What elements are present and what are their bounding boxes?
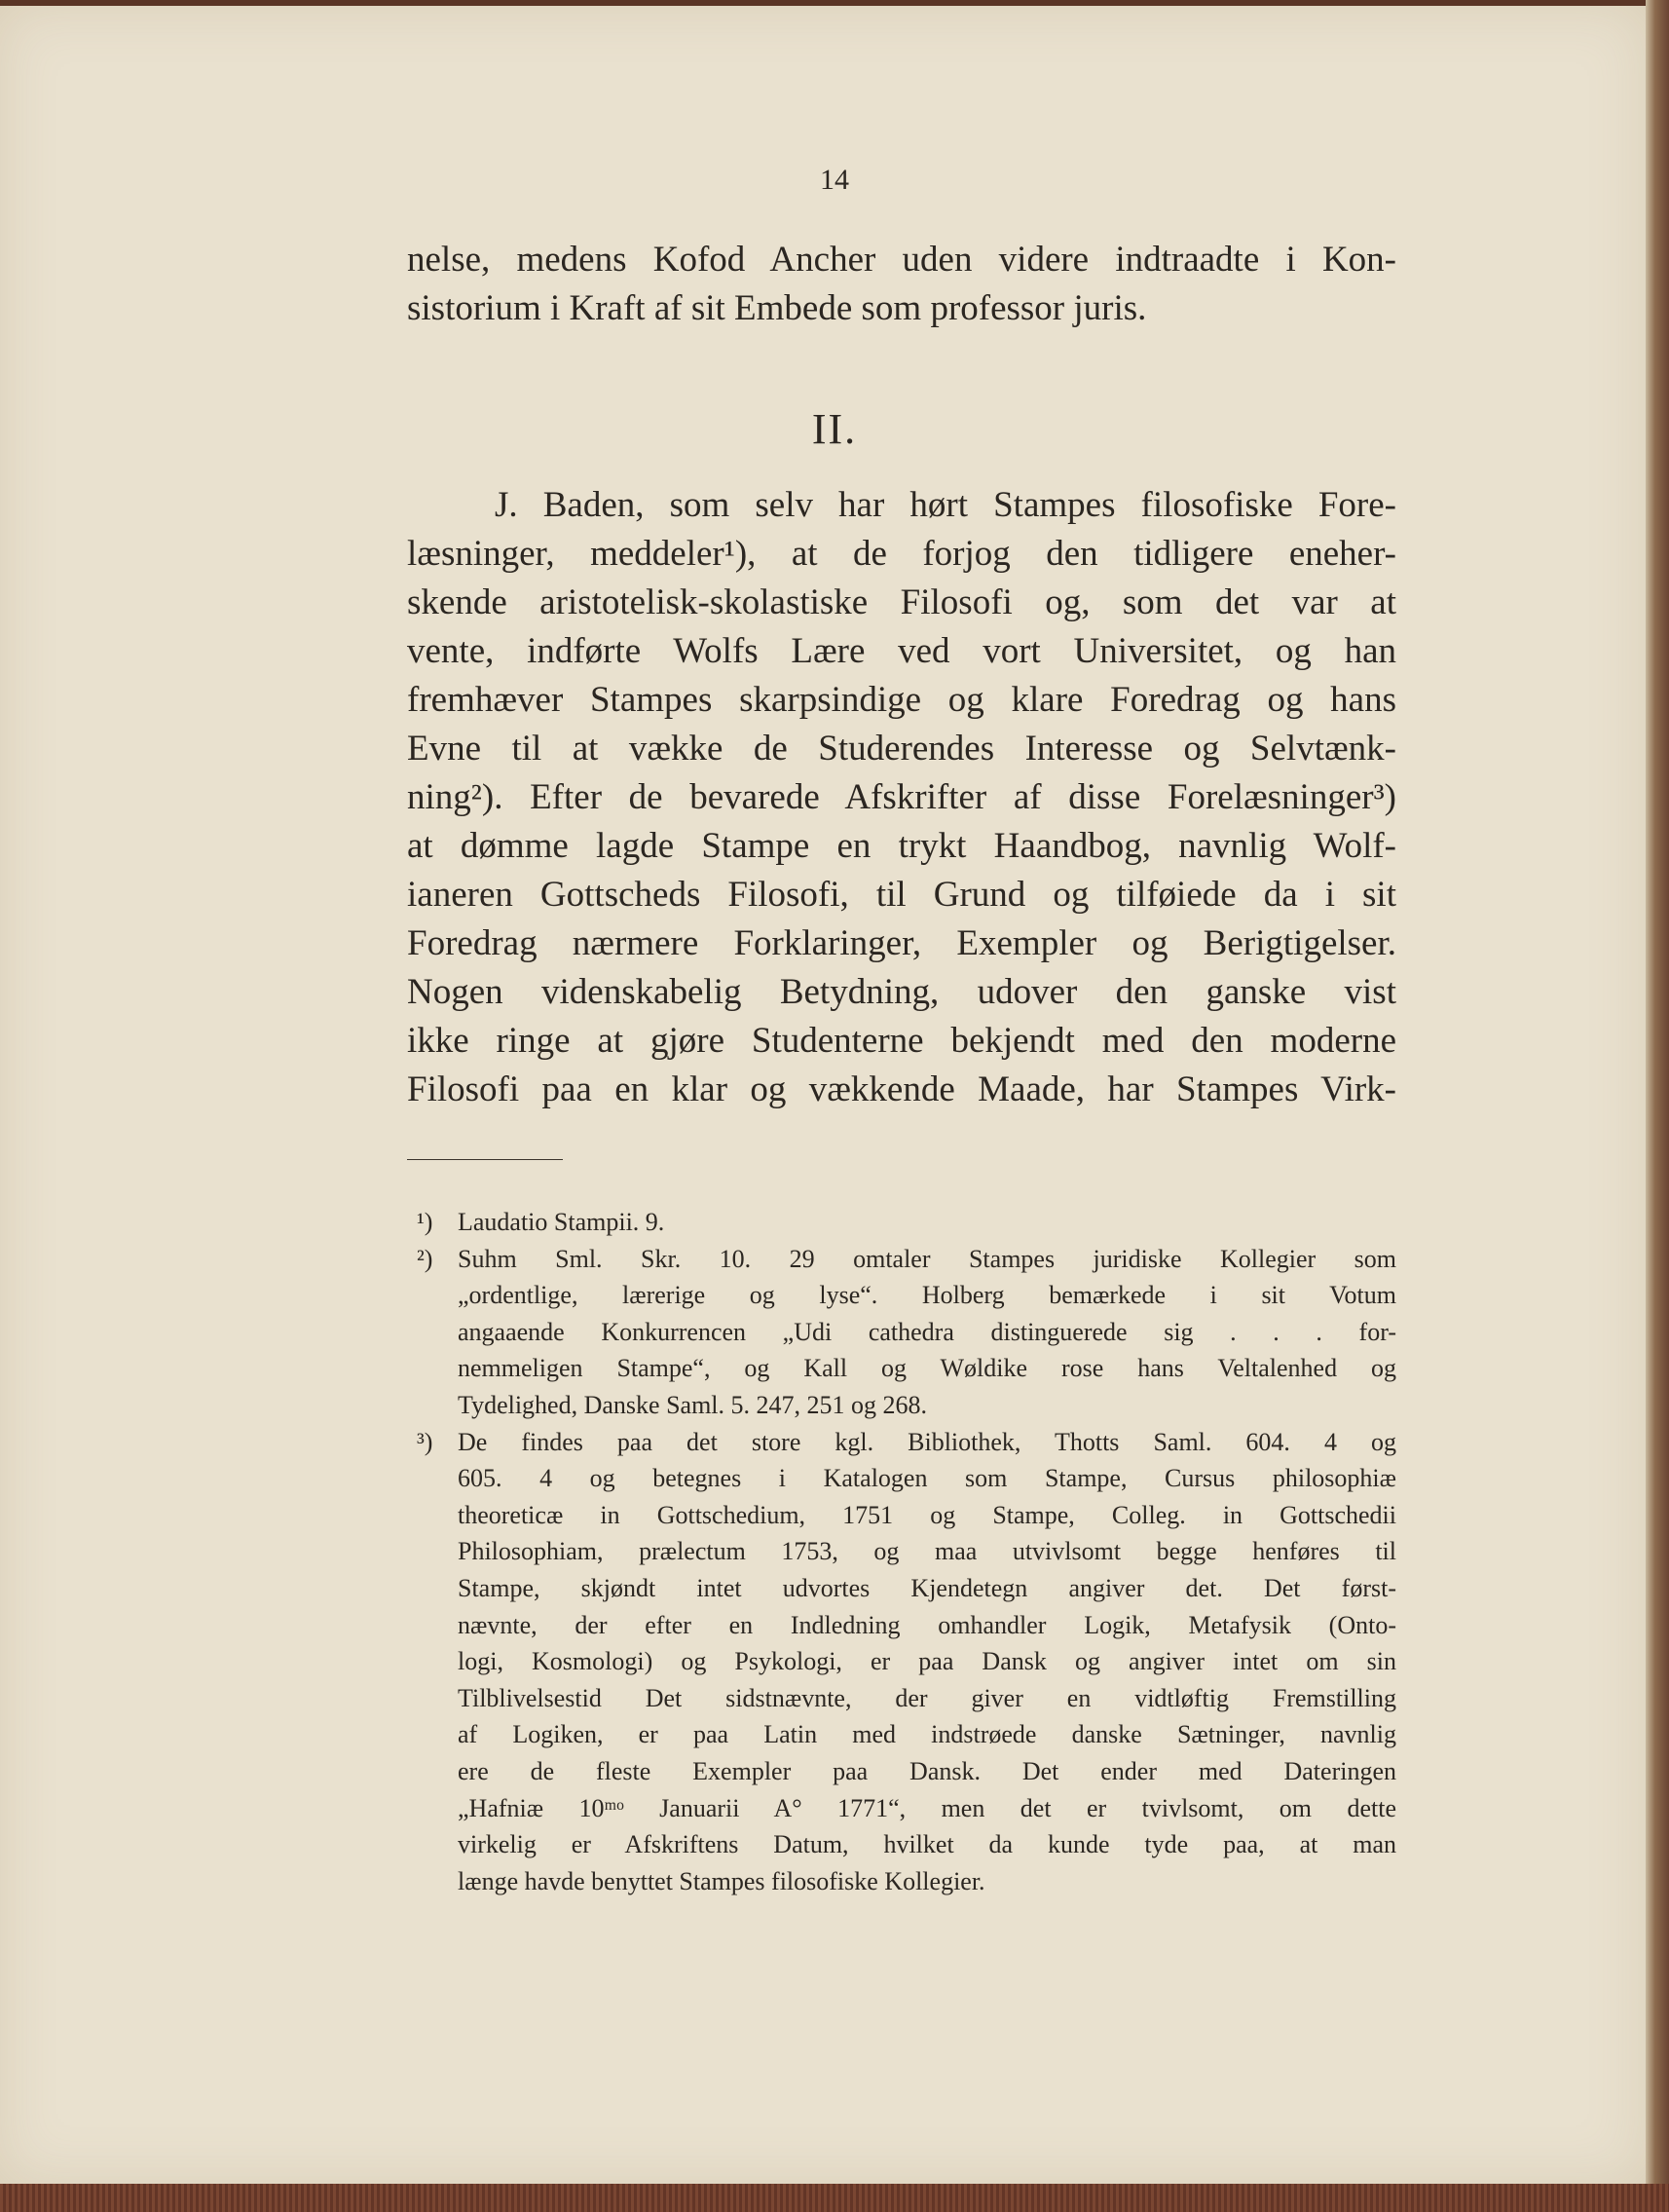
- text-line: at dømme lagde Stampe en trykt Haandbog, navnlig Wolf-: [407, 826, 1396, 866]
- footnote-1: [417, 1204, 1396, 1241]
- footnote-line: Stampe, skjøndt intet udvortes Kjendetegn angiver det. Det først-: [458, 1573, 1396, 1602]
- footnote-line: „ordentlige, lærerige og lyse“. Holberg bemærkede i sit Votum: [458, 1281, 1396, 1310]
- footnote-line: længe havde benyttet Stampes filosofiske Kollegier.: [458, 1866, 985, 1895]
- body-paragraph: [407, 481, 1396, 1114]
- intro-paragraph: [407, 236, 1396, 333]
- footnote-line: af Logiken, er paa Latin med indstrøede danske Sætninger, navnlig: [458, 1720, 1396, 1749]
- footnote-separator: [407, 1159, 563, 1160]
- footnote-line: Tilblivelsestid Det sidstnævnte, der giver en vidtløftig Fremstilling: [458, 1683, 1396, 1712]
- footnote-line: ere de fleste Exempler paa Dansk. Det ender med Dateringen: [458, 1756, 1396, 1785]
- text-line: Filosofi paa en klar og vækkende Maade, har Stampes Virk-: [407, 1069, 1396, 1109]
- footnote-2: [417, 1241, 1396, 1424]
- footnote-line: nævnte, der efter en Indledning omhandler Logik, Metafysik (Onto-: [458, 1610, 1396, 1639]
- text-line: vente, indførte Wolfs Lære ved vort Universitet, og han: [407, 631, 1396, 671]
- text-line: Evne til at vække de Studerendes Interesse og Selvtænk-: [407, 729, 1396, 769]
- footnote-mark: ¹): [417, 1208, 433, 1236]
- footnote-line: Philosophiam, prælectum 1753, og maa utvivlsomt begge henføres til: [458, 1537, 1396, 1566]
- page-edge-right: [1646, 0, 1669, 2212]
- text-line: læsninger, meddeler¹), at de forjog den tidligere eneher-: [407, 534, 1396, 574]
- footnote-line: Laudatio Stampii. 9.: [458, 1208, 665, 1236]
- text-line: ning²). Efter de bevarede Afskrifter af disse Forelæsninger³): [407, 777, 1396, 817]
- section-heading: II.: [811, 405, 858, 453]
- text-line: ianeren Gottscheds Filosofi, til Grund og tilføiede da i sit: [407, 875, 1396, 915]
- text-line: skende aristotelisk-skolastiske Filosofi og, som det var at: [407, 582, 1396, 622]
- text-line: sistorium i Kraft af sit Embede som professor juris.: [407, 288, 1147, 328]
- footnote-mark: ³): [417, 1427, 433, 1456]
- footnote-line: Suhm Sml. Skr. 10. 29 omtaler Stampes juridiske Kollegier som: [458, 1244, 1396, 1273]
- text-line: J. Baden, som selv har hørt Stampes filosofiske Fore-: [495, 485, 1396, 525]
- footnotes: [417, 1204, 1396, 1899]
- page-number: 14: [820, 164, 849, 196]
- text-line: nelse, medens Kofod Ancher uden videre indtraadte i Kon-: [407, 240, 1396, 280]
- footnote-line: theoreticæ in Gottschedium, 1751 og Stampe, Colleg. in Gottschedii: [458, 1500, 1396, 1529]
- footnote-line: „Hafniæ 10ᵐᵒ Januarii A° 1771“, men det er tvivlsomt, om dette: [458, 1793, 1396, 1822]
- footnote-3: [417, 1424, 1396, 1900]
- footnote-line: virkelig er Afskriftens Datum, hvilket da kunde tyde paa, at man: [458, 1830, 1396, 1859]
- text-line: ikke ringe at gjøre Studenterne bekjendt med den moderne: [407, 1021, 1396, 1061]
- footnote-line: 605. 4 og betegnes i Katalogen som Stampe, Cursus philosophiæ: [458, 1464, 1396, 1493]
- footnote-line: angaaende Konkurrencen „Udi cathedra distinguerede sig . . . for-: [458, 1317, 1396, 1346]
- footnote-line: nemmeligen Stampe“, og Kall og Wøldike rose hans Veltalenhed og: [458, 1354, 1396, 1383]
- footnote-line: De findes paa det store kgl. Bibliothek, Thotts Saml. 604. 4 og: [458, 1427, 1396, 1456]
- footnote-line: Tydelighed, Danske Saml. 5. 247, 251 og 268.: [458, 1390, 928, 1419]
- footnote-mark: ²): [417, 1244, 433, 1273]
- footnote-line: logi, Kosmologi) og Psykologi, er paa Dansk og angiver intet om sin: [458, 1647, 1396, 1676]
- book-cover-edge: [0, 2184, 1669, 2212]
- text-line: Foredrag nærmere Forklaringer, Exempler og Berigtigelser.: [407, 923, 1396, 963]
- text-line: fremhæver Stampes skarpsindige og klare Foredrag og hans: [407, 680, 1396, 720]
- text-line: Nogen videnskabelig Betydning, udover den ganske vist: [407, 972, 1396, 1012]
